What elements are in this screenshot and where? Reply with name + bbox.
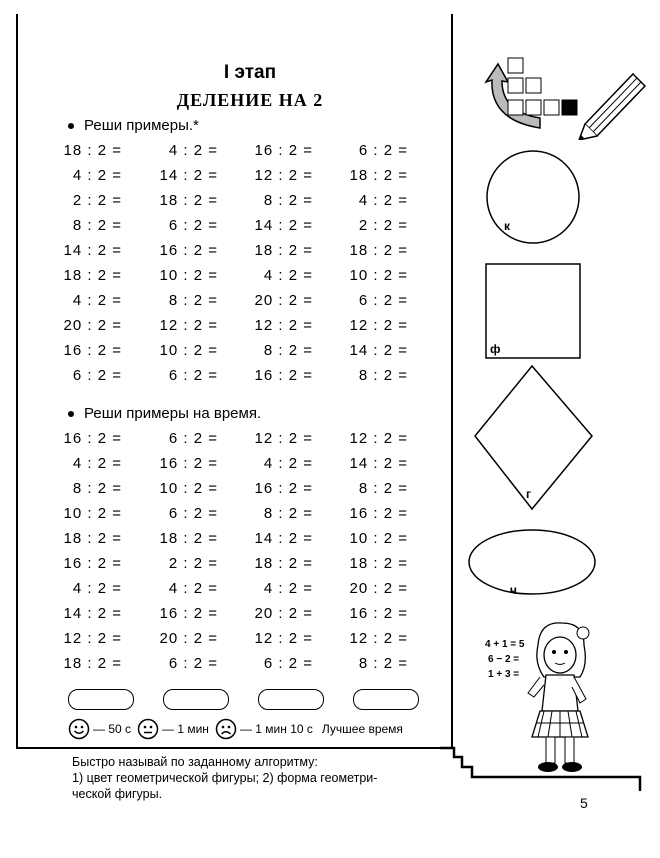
ellipse-shape (466, 528, 600, 600)
division-example: 10 : 2 = (349, 267, 408, 284)
time-legend (68, 718, 409, 740)
division-example: 16 : 2 = (63, 342, 122, 359)
division-example: 16 : 2 = (159, 455, 218, 472)
example-row (0, 167, 450, 192)
division-example: 4 : 2 = (358, 192, 408, 209)
division-example: 20 : 2 = (254, 292, 313, 309)
svg-text:6 − 2 =: 6 − 2 = (488, 654, 520, 665)
time-answer-boxes (0, 689, 450, 713)
happy-face-icon (68, 718, 90, 740)
example-row (0, 242, 450, 267)
division-example: 10 : 2 = (159, 342, 218, 359)
division-example: 4 : 2 = (263, 455, 313, 472)
division-example: 18 : 2 = (63, 530, 122, 547)
example-row (0, 217, 450, 242)
division-example: 16 : 2 = (254, 142, 313, 159)
circle-shape (484, 150, 584, 246)
example-row (0, 630, 450, 655)
footer-line: Быстро называй по заданному алгоритму: (72, 755, 318, 769)
sad-face-icon (215, 718, 237, 740)
time-box[interactable] (258, 689, 324, 710)
circle-letter: к (504, 219, 511, 233)
division-example: 4 : 2 = (72, 167, 122, 184)
division-example: 18 : 2 = (63, 267, 122, 284)
division-example: 20 : 2 = (159, 630, 218, 647)
division-example: 12 : 2 = (254, 167, 313, 184)
division-example: 4 : 2 = (72, 292, 122, 309)
division-example: 6 : 2 = (358, 142, 408, 159)
division-example: 14 : 2 = (254, 217, 313, 234)
time-box[interactable] (353, 689, 419, 710)
division-example: 10 : 2 = (159, 267, 218, 284)
division-example: 12 : 2 = (349, 630, 408, 647)
example-row (0, 267, 450, 292)
division-example: 14 : 2 = (254, 530, 313, 547)
division-example: 12 : 2 = (159, 317, 218, 334)
neutral-face-icon (137, 718, 159, 740)
example-row (0, 580, 450, 605)
division-example: 8 : 2 = (72, 480, 122, 497)
example-row (0, 480, 450, 505)
division-example: 8 : 2 = (263, 342, 313, 359)
division-example: 4 : 2 = (72, 580, 122, 597)
frame-bottom-border (16, 747, 453, 749)
division-example: 14 : 2 = (349, 455, 408, 472)
example-row (0, 505, 450, 530)
division-example: 16 : 2 = (63, 430, 122, 447)
division-example: 6 : 2 = (263, 655, 313, 672)
division-example: 4 : 2 = (263, 267, 313, 284)
svg-text:1 + 3 =: 1 + 3 = (488, 669, 520, 680)
division-example: 14 : 2 = (159, 167, 218, 184)
division-example: 18 : 2 = (254, 555, 313, 572)
example-row (0, 430, 450, 455)
instruction-1-text: Реши примеры.* (84, 117, 199, 134)
division-example: 2 : 2 = (358, 217, 408, 234)
division-example: 16 : 2 = (63, 555, 122, 572)
example-row (0, 655, 450, 680)
division-example: 8 : 2 = (263, 505, 313, 522)
division-example: 8 : 2 = (358, 480, 408, 497)
division-example: 6 : 2 = (358, 292, 408, 309)
legend-happy-label: — 50 с (93, 722, 132, 736)
division-example: 20 : 2 = (63, 317, 122, 334)
division-example: 14 : 2 = (63, 242, 122, 259)
division-example: 6 : 2 = (168, 655, 218, 672)
division-example: 12 : 2 = (349, 317, 408, 334)
division-example: 10 : 2 = (63, 505, 122, 522)
division-example: 18 : 2 = (63, 655, 122, 672)
example-row (0, 142, 450, 167)
division-example: 18 : 2 = (349, 555, 408, 572)
instruction-2-text: Реши примеры на время. (84, 405, 262, 422)
example-row (0, 367, 450, 392)
topic-title: ДЕЛЕНИЕ НА 2 (176, 90, 324, 110)
division-example: 8 : 2 = (263, 192, 313, 209)
division-example: 8 : 2 = (72, 217, 122, 234)
division-example: 18 : 2 = (159, 530, 218, 547)
division-example: 16 : 2 = (159, 242, 218, 259)
square-shape (484, 262, 584, 360)
division-example: 2 : 2 = (72, 192, 122, 209)
example-row (0, 192, 450, 217)
division-example: 4 : 2 = (168, 580, 218, 597)
example-row (0, 530, 450, 555)
diamond-shape (472, 364, 596, 512)
time-box[interactable] (68, 689, 134, 710)
division-example: 16 : 2 = (349, 505, 408, 522)
division-example: 16 : 2 = (159, 605, 218, 622)
division-example: 8 : 2 = (168, 292, 218, 309)
legend-best-time: Лучшее время (321, 722, 403, 736)
division-example: 10 : 2 = (159, 480, 218, 497)
pencil-icon (575, 60, 655, 140)
division-example: 14 : 2 = (349, 342, 408, 359)
frame-right-border (451, 14, 453, 748)
division-example: 6 : 2 = (168, 430, 218, 447)
legend-sad-label: — 1 мин 10 с (239, 722, 313, 736)
example-row (0, 317, 450, 342)
division-example: 18 : 2 = (254, 242, 313, 259)
division-example: 18 : 2 = (349, 167, 408, 184)
staircase-border (440, 745, 660, 795)
example-row (0, 342, 450, 367)
division-example: 6 : 2 = (72, 367, 122, 384)
division-example: 6 : 2 = (168, 367, 218, 384)
division-example: 16 : 2 = (349, 605, 408, 622)
division-example: 2 : 2 = (168, 555, 218, 572)
svg-text:4 + 1 = 5: 4 + 1 = 5 (485, 639, 525, 650)
stage-title: I этап (223, 62, 277, 83)
example-row (0, 605, 450, 630)
division-example: 8 : 2 = (358, 655, 408, 672)
division-example: 16 : 2 = (254, 480, 313, 497)
division-example: 8 : 2 = (358, 367, 408, 384)
division-example: 12 : 2 = (254, 317, 313, 334)
example-row (0, 555, 450, 580)
division-example: 14 : 2 = (63, 605, 122, 622)
ellipse-letter: ч (510, 583, 517, 597)
division-example: 12 : 2 = (254, 430, 313, 447)
division-example: 4 : 2 = (263, 580, 313, 597)
time-box[interactable] (163, 689, 229, 710)
instruction-2 (68, 405, 261, 422)
division-example: 18 : 2 = (63, 142, 122, 159)
division-example: 18 : 2 = (349, 242, 408, 259)
division-example: 6 : 2 = (168, 217, 218, 234)
algorithm-instruction (72, 754, 442, 802)
square-letter: ф (490, 342, 501, 356)
bullet-icon (68, 411, 74, 417)
division-example: 4 : 2 = (72, 455, 122, 472)
bullet-icon (68, 123, 74, 129)
example-row (0, 292, 450, 317)
division-example: 16 : 2 = (254, 367, 313, 384)
footer-line: 1) цвет геометрической фигуры; 2) форма геометри- (72, 771, 378, 785)
instruction-1 (68, 117, 199, 134)
division-example: 12 : 2 = (63, 630, 122, 647)
division-example: 10 : 2 = (349, 530, 408, 547)
example-row (0, 455, 450, 480)
footer-line: ческой фигуры. (72, 787, 163, 801)
diamond-letter: г (526, 487, 531, 501)
page-number: 5 (580, 795, 588, 811)
division-example: 20 : 2 = (349, 580, 408, 597)
division-example: 12 : 2 = (349, 430, 408, 447)
division-example: 20 : 2 = (254, 605, 313, 622)
division-example: 6 : 2 = (168, 505, 218, 522)
division-example: 18 : 2 = (159, 192, 218, 209)
division-example: 12 : 2 = (254, 630, 313, 647)
division-example: 4 : 2 = (168, 142, 218, 159)
legend-neutral-label: — 1 мин (162, 722, 209, 736)
